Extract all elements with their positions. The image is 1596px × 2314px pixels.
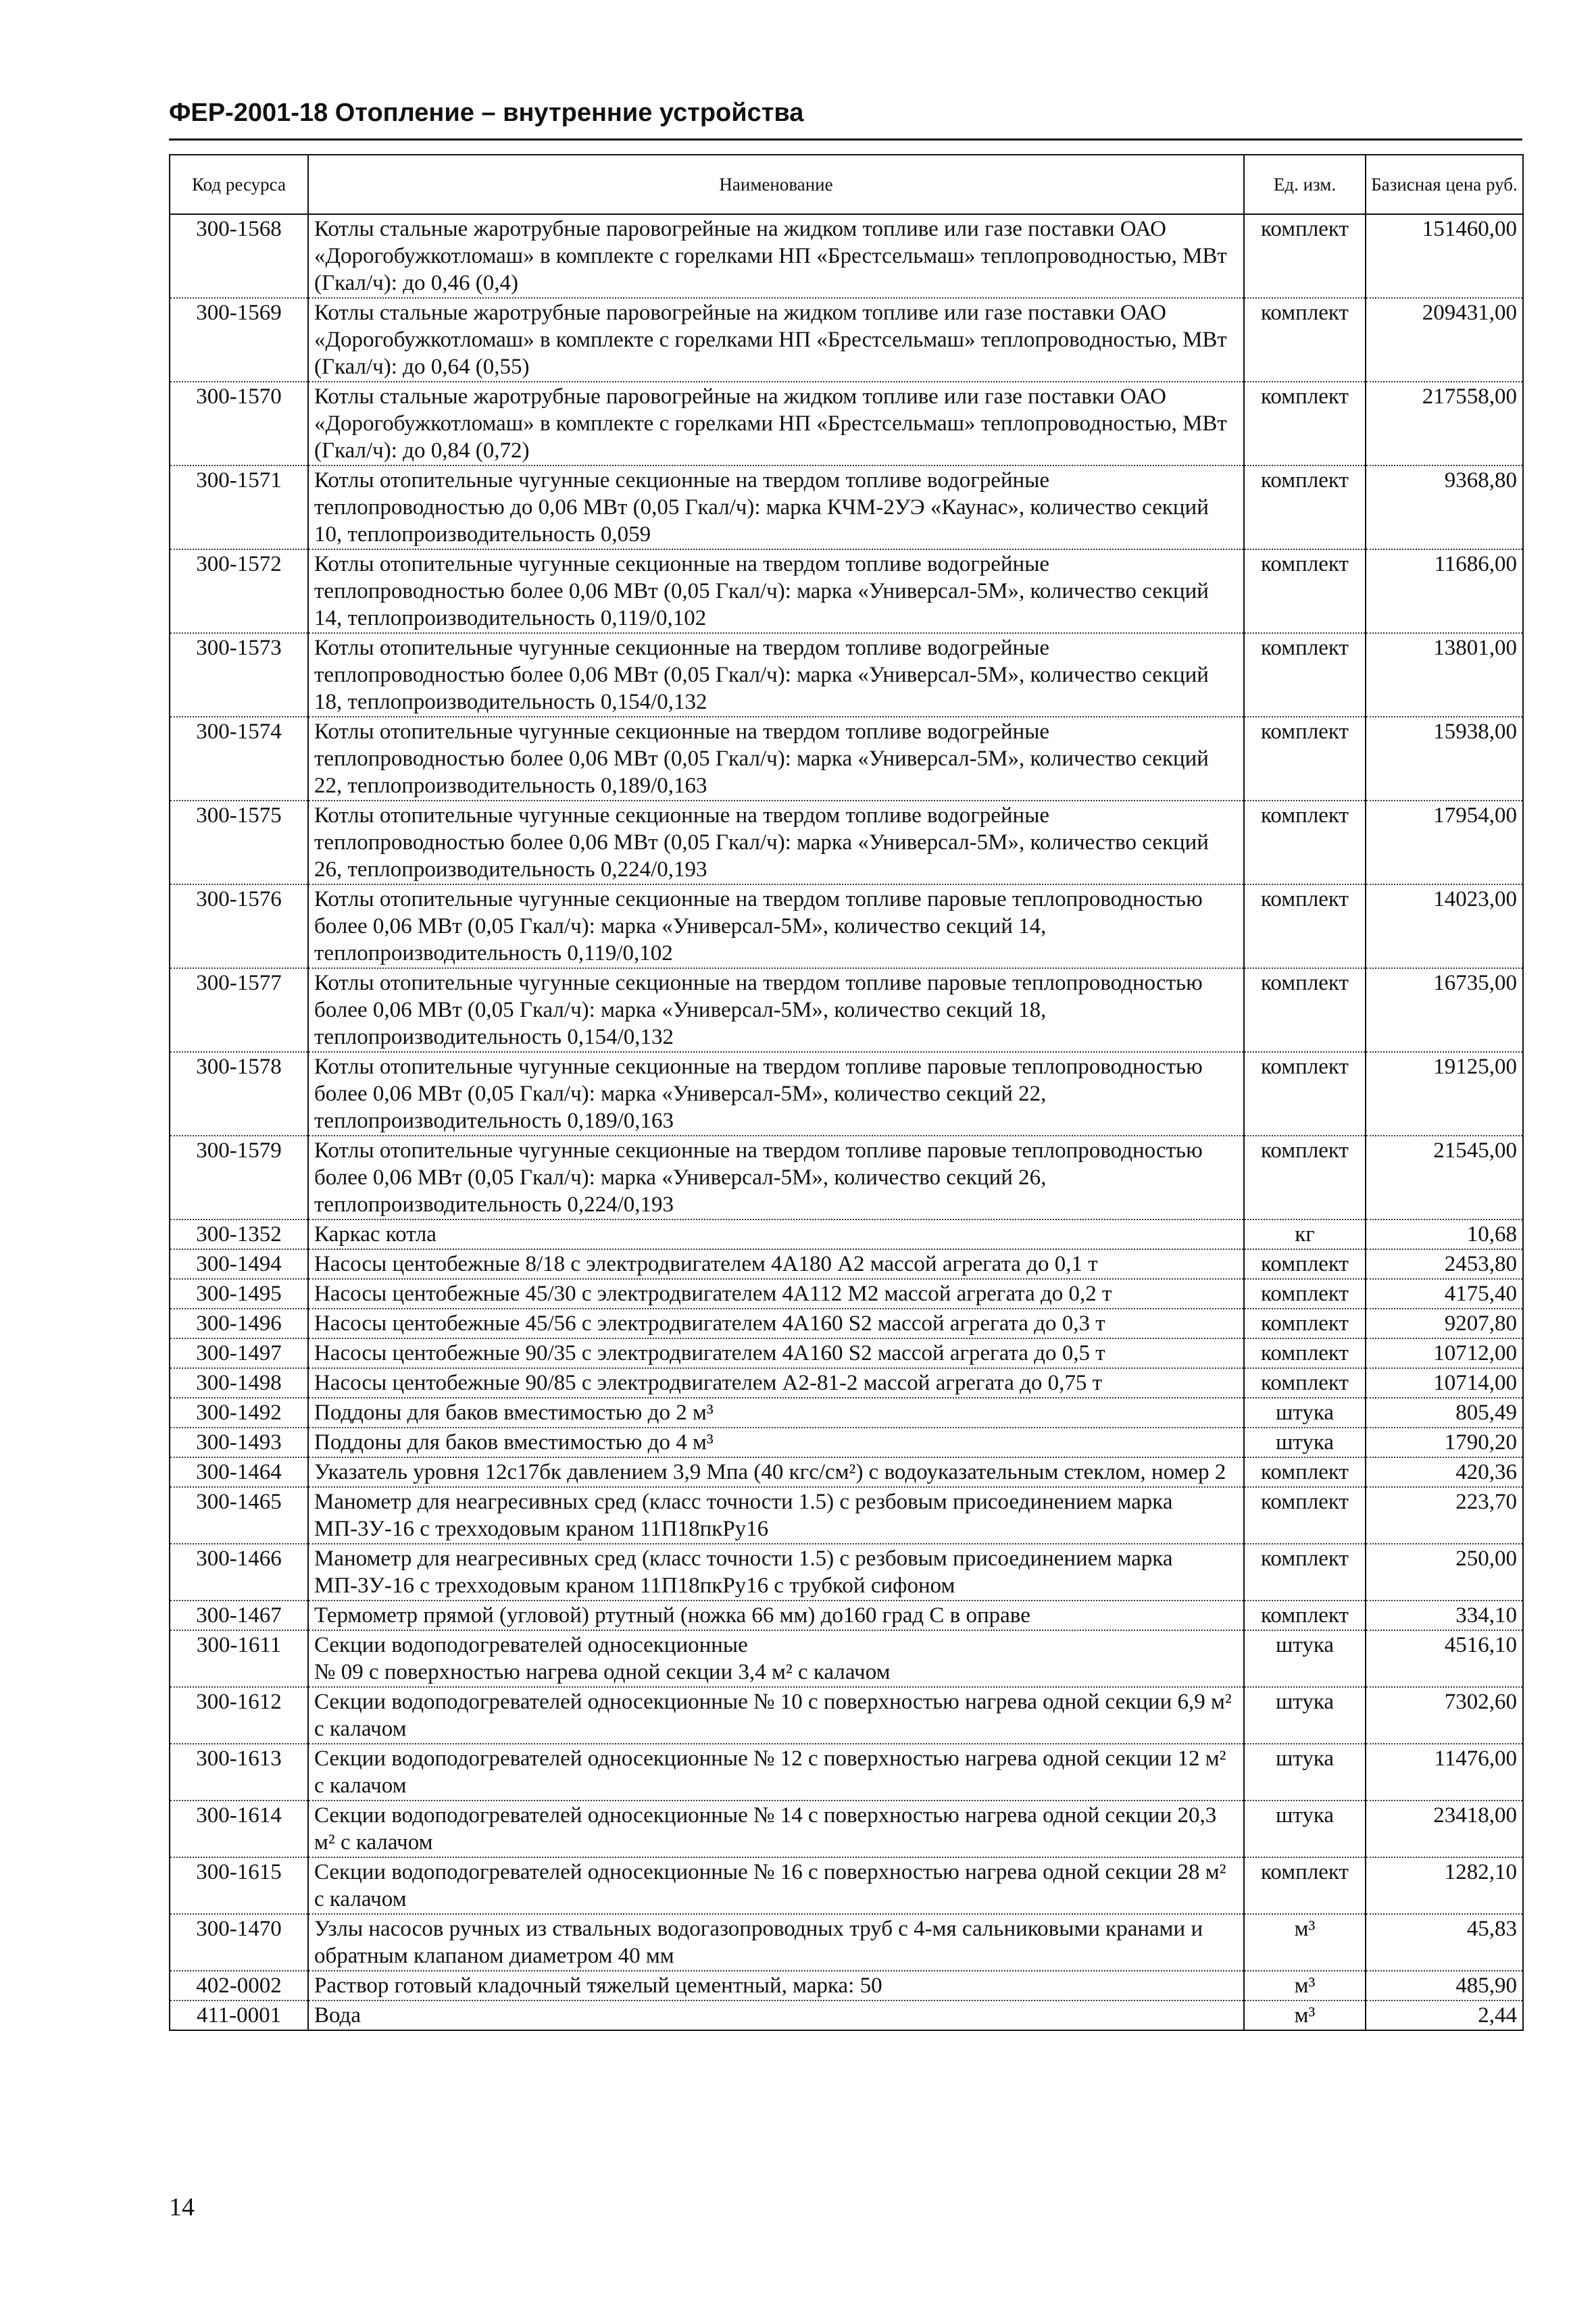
price-cell: 45,83: [1366, 1914, 1523, 1971]
code-cell: 300-1568: [170, 214, 308, 298]
table-row: [170, 1279, 1523, 1309]
unit-cell: комплект: [1244, 1601, 1366, 1630]
code-cell: 300-1465: [170, 1487, 308, 1544]
table-row: [170, 1857, 1523, 1914]
unit-cell: комплект: [1244, 1309, 1366, 1338]
price-cell: 7302,60: [1366, 1687, 1523, 1744]
code-cell: 300-1576: [170, 884, 308, 968]
name-cell: Насосы центобежные 90/35 с электродвигателем 4А160 S2 массой агрегата до 0,5 т: [308, 1338, 1244, 1368]
unit-cell: комплект: [1244, 1857, 1366, 1914]
table-row: [170, 1544, 1523, 1601]
name-cell: Секции водоподогревателей односекционные № 10 с поверхностью нагрева одной секции 6,9 м² с калачом: [308, 1687, 1244, 1744]
code-cell: 300-1577: [170, 968, 308, 1052]
unit-cell: комплект: [1244, 382, 1366, 466]
price-cell: 420,36: [1366, 1457, 1523, 1487]
name-cell: Раствор готовый кладочный тяжелый цементный, марка: 50: [308, 1971, 1244, 2001]
page-number: 14: [169, 2193, 195, 2221]
code-cell: 300-1470: [170, 1914, 308, 1971]
column-header-name: Наименование: [308, 155, 1244, 214]
header-rule: [169, 139, 1522, 141]
price-cell: 2453,80: [1366, 1249, 1523, 1279]
price-cell: 485,90: [1366, 1971, 1523, 2001]
page-header-title: ФЕР-2001-18 Отопление – внутренние устройства: [169, 99, 804, 127]
price-cell: 19125,00: [1366, 1052, 1523, 1136]
code-cell: 300-1494: [170, 1249, 308, 1279]
unit-cell: штука: [1244, 1687, 1366, 1744]
unit-cell: кг: [1244, 1219, 1366, 1249]
name-cell: Котлы стальные жаротрубные паровогрейные на жидком топливе или газе поставки ОАО «Дорогобужкотломаш» в комплекте с горелками НП «Брестсельмаш» теплопроводностью, МВт (Гкал/ч): до 0,84 (0,72): [308, 382, 1244, 466]
code-cell: 300-1492: [170, 1398, 308, 1428]
unit-cell: комплект: [1244, 884, 1366, 968]
table-row: [170, 1219, 1523, 1249]
column-header-price: Базисная цена руб.: [1366, 155, 1523, 214]
code-cell: 300-1614: [170, 1801, 308, 1857]
name-cell: Каркас котла: [308, 1219, 1244, 1249]
code-cell: 402-0002: [170, 1971, 308, 2001]
price-cell: 223,70: [1366, 1487, 1523, 1544]
table-row: [170, 1914, 1523, 1971]
name-cell: Котлы отопительные чугунные секционные на твердом топливе водогрейные теплопроводностью до 0,06 МВт (0,05 Гкал/ч): марка КЧМ-2УЭ «Каунас», количество секций 10, теплопроизводительность 0,059: [308, 466, 1244, 549]
column-header-unit: Ед. изм.: [1244, 155, 1366, 214]
code-cell: 300-1497: [170, 1338, 308, 1368]
unit-cell: комплект: [1244, 1338, 1366, 1368]
table-body: [170, 214, 1523, 2030]
price-cell: 1790,20: [1366, 1428, 1523, 1457]
code-cell: 300-1493: [170, 1428, 308, 1457]
unit-cell: м³: [1244, 2001, 1366, 2030]
name-cell: Секции водоподогревателей односекционные № 09 с поверхностью нагрева одной секции 3,4 м² с калачом: [308, 1630, 1244, 1687]
name-cell: Насосы центобежные 45/30 с электродвигателем 4А112 М2 массой агрегата до 0,2 т: [308, 1279, 1244, 1309]
table-row: [170, 1457, 1523, 1487]
name-cell: Указатель уровня 12с17бк давлением 3,9 Мпа (40 кгс/см²) с водоуказательным стеклом, номер 2: [308, 1457, 1244, 1487]
name-cell: Котлы отопительные чугунные секционные на твердом топливе водогрейные теплопроводностью более 0,06 МВт (0,05 Гкал/ч): марка «Универсал-5М», количество секций 26, теплопроизводительность 0,224/0,193: [308, 801, 1244, 884]
name-cell: Котлы отопительные чугунные секционные на твердом топливе паровые теплопроводностью более 0,06 МВт (0,05 Гкал/ч): марка «Универсал-5М», количество секций 14, теплопроизводительность 0,119/0,102: [308, 884, 1244, 968]
name-cell: Насосы центобежные 45/56 с электродвигателем 4А160 S2 массой агрегата до 0,3 т: [308, 1309, 1244, 1338]
unit-cell: штука: [1244, 1744, 1366, 1801]
code-cell: 300-1498: [170, 1368, 308, 1398]
name-cell: Манометр для неагресивных сред (класс точности 1.5) с резбовым присоединением марка МП-3У-16 с трехходовым краном 11П18пкРу16: [308, 1487, 1244, 1544]
price-cell: 9207,80: [1366, 1309, 1523, 1338]
unit-cell: комплект: [1244, 633, 1366, 717]
code-cell: 300-1466: [170, 1544, 308, 1601]
table-header: [170, 155, 1523, 214]
unit-cell: комплект: [1244, 1052, 1366, 1136]
price-cell: 11476,00: [1366, 1744, 1523, 1801]
table-row: [170, 801, 1523, 884]
table-row: [170, 1971, 1523, 2001]
price-cell: 4516,10: [1366, 1630, 1523, 1687]
code-cell: 300-1571: [170, 466, 308, 549]
unit-cell: комплект: [1244, 801, 1366, 884]
table-row: [170, 633, 1523, 717]
name-cell: Манометр для неагресивных сред (класс точности 1.5) с резбовым присоединением марка МП-3У-16 с трехходовым краном 11П18пкРу16 с трубкой сифоном: [308, 1544, 1244, 1601]
unit-cell: комплект: [1244, 1368, 1366, 1398]
price-cell: 209431,00: [1366, 298, 1523, 382]
table-row: [170, 1801, 1523, 1857]
table-row: [170, 1601, 1523, 1630]
table-header-row: [170, 155, 1523, 214]
price-cell: 10712,00: [1366, 1338, 1523, 1368]
name-cell: Котлы отопительные чугунные секционные на твердом топливе водогрейные теплопроводностью более 0,06 МВт (0,05 Гкал/ч): марка «Универсал-5М», количество секций 14, теплопроизводительность 0,119/0,102: [308, 549, 1244, 633]
table-row: [170, 1630, 1523, 1687]
unit-cell: комплект: [1244, 717, 1366, 801]
name-cell: Секции водоподогревателей односекционные № 14 с поверхностью нагрева одной секции 20,3 м² с калачом: [308, 1801, 1244, 1857]
code-cell: 300-1578: [170, 1052, 308, 1136]
code-cell: 300-1613: [170, 1744, 308, 1801]
name-cell: Поддоны для баков вместимостью до 2 м³: [308, 1398, 1244, 1428]
code-cell: 300-1464: [170, 1457, 308, 1487]
price-cell: 151460,00: [1366, 214, 1523, 298]
price-cell: 250,00: [1366, 1544, 1523, 1601]
table-row: [170, 1368, 1523, 1398]
table-row: [170, 1744, 1523, 1801]
unit-cell: штука: [1244, 1630, 1366, 1687]
unit-cell: комплект: [1244, 549, 1366, 633]
table-row: [170, 1428, 1523, 1457]
code-cell: 300-1612: [170, 1687, 308, 1744]
table-row: [170, 298, 1523, 382]
table-row: [170, 549, 1523, 633]
table-row: [170, 382, 1523, 466]
name-cell: Котлы отопительные чугунные секционные на твердом топливе водогрейные теплопроводностью более 0,06 МВт (0,05 Гкал/ч): марка «Универсал-5М», количество секций 22, теплопроизводительность 0,189/0,163: [308, 717, 1244, 801]
code-cell: 300-1352: [170, 1219, 308, 1249]
price-cell: 11686,00: [1366, 549, 1523, 633]
code-cell: 300-1574: [170, 717, 308, 801]
table-row: [170, 968, 1523, 1052]
price-cell: 9368,80: [1366, 466, 1523, 549]
code-cell: 411-0001: [170, 2001, 308, 2030]
unit-cell: комплект: [1244, 968, 1366, 1052]
unit-cell: комплект: [1244, 1249, 1366, 1279]
table-row: [170, 1052, 1523, 1136]
name-cell: Насосы центобежные 8/18 с электродвигателем 4А180 А2 массой агрегата до 0,1 т: [308, 1249, 1244, 1279]
name-cell: Поддоны для баков вместимостью до 4 м³: [308, 1428, 1244, 1457]
table-row: [170, 1687, 1523, 1744]
table-row: [170, 466, 1523, 549]
table-row: [170, 1309, 1523, 1338]
name-cell: Секции водоподогревателей односекционные № 16 с поверхностью нагрева одной секции 28 м² с калачом: [308, 1857, 1244, 1914]
price-cell: 10714,00: [1366, 1368, 1523, 1398]
price-cell: 16735,00: [1366, 968, 1523, 1052]
name-cell: Котлы стальные жаротрубные паровогрейные на жидком топливе или газе поставки ОАО «Дорогобужкотломаш» в комплекте с горелками НП «Брестсельмаш» теплопроводностью, МВт (Гкал/ч): до 0,46 (0,4): [308, 214, 1244, 298]
name-cell: Котлы отопительные чугунные секционные на твердом топливе паровые теплопроводностью более 0,06 МВт (0,05 Гкал/ч): марка «Универсал-5М», количество секций 26, теплопроизводительность 0,224/0,193: [308, 1136, 1244, 1219]
price-cell: 334,10: [1366, 1601, 1523, 1630]
unit-cell: штука: [1244, 1428, 1366, 1457]
unit-cell: комплект: [1244, 1457, 1366, 1487]
unit-cell: комплект: [1244, 466, 1366, 549]
code-cell: 300-1572: [170, 549, 308, 633]
table-row: [170, 1398, 1523, 1428]
unit-cell: комплект: [1244, 1136, 1366, 1219]
name-cell: Котлы отопительные чугунные секционные на твердом топливе паровые теплопроводностью более 0,06 МВт (0,05 Гкал/ч): марка «Универсал-5М», количество секций 18, теплопроизводительность 0,154/0,132: [308, 968, 1244, 1052]
code-cell: 300-1495: [170, 1279, 308, 1309]
code-cell: 300-1615: [170, 1857, 308, 1914]
unit-cell: штука: [1244, 1398, 1366, 1428]
price-cell: 10,68: [1366, 1219, 1523, 1249]
table-row: [170, 884, 1523, 968]
code-cell: 300-1579: [170, 1136, 308, 1219]
table-row: [170, 1136, 1523, 1219]
unit-cell: комплект: [1244, 298, 1366, 382]
unit-cell: комплект: [1244, 1544, 1366, 1601]
code-cell: 300-1467: [170, 1601, 308, 1630]
price-cell: 14023,00: [1366, 884, 1523, 968]
price-cell: 13801,00: [1366, 633, 1523, 717]
name-cell: Котлы отопительные чугунные секционные на твердом топливе водогрейные теплопроводностью более 0,06 МВт (0,05 Гкал/ч): марка «Универсал-5М», количество секций 18, теплопроизводительность 0,154/0,132: [308, 633, 1244, 717]
code-cell: 300-1569: [170, 298, 308, 382]
unit-cell: м³: [1244, 1971, 1366, 2001]
name-cell: Насосы центобежные 90/85 с электродвигателем А2-81-2 массой агрегата до 0,75 т: [308, 1368, 1244, 1398]
price-cell: 217558,00: [1366, 382, 1523, 466]
price-cell: 805,49: [1366, 1398, 1523, 1428]
code-cell: 300-1496: [170, 1309, 308, 1338]
price-cell: 4175,40: [1366, 1279, 1523, 1309]
code-cell: 300-1575: [170, 801, 308, 884]
price-cell: 21545,00: [1366, 1136, 1523, 1219]
table-row: [170, 1487, 1523, 1544]
unit-cell: штука: [1244, 1801, 1366, 1857]
name-cell: Термометр прямой (угловой) ртутный (ножка 66 мм) до160 град С в оправе: [308, 1601, 1244, 1630]
unit-cell: м³: [1244, 1914, 1366, 1971]
table-row: [170, 717, 1523, 801]
unit-cell: комплект: [1244, 1487, 1366, 1544]
table-row: [170, 2001, 1523, 2030]
resource-price-table: [169, 154, 1524, 2031]
name-cell: Котлы отопительные чугунные секционные на твердом топливе паровые теплопроводностью более 0,06 МВт (0,05 Гкал/ч): марка «Универсал-5М», количество секций 22, теплопроизводительность 0,189/0,163: [308, 1052, 1244, 1136]
name-cell: Узлы насосов ручных из ствальных водогазопроводных труб с 4-мя сальниковыми кранами и обратным клапаном диаметром 40 мм: [308, 1914, 1244, 1971]
unit-cell: комплект: [1244, 1279, 1366, 1309]
code-cell: 300-1570: [170, 382, 308, 466]
unit-cell: комплект: [1244, 214, 1366, 298]
table-row: [170, 1249, 1523, 1279]
price-cell: 1282,10: [1366, 1857, 1523, 1914]
price-cell: 23418,00: [1366, 1801, 1523, 1857]
name-cell: Вода: [308, 2001, 1244, 2030]
name-cell: Котлы стальные жаротрубные паровогрейные на жидком топливе или газе поставки ОАО «Дорогобужкотломаш» в комплекте с горелками НП «Брестсельмаш» теплопроводностью, МВт (Гкал/ч): до 0,64 (0,55): [308, 298, 1244, 382]
code-cell: 300-1611: [170, 1630, 308, 1687]
price-cell: 15938,00: [1366, 717, 1523, 801]
column-header-code: Код ресурса: [170, 155, 308, 214]
name-cell: Секции водоподогревателей односекционные № 12 с поверхностью нагрева одной секции 12 м² с калачом: [308, 1744, 1244, 1801]
price-cell: 17954,00: [1366, 801, 1523, 884]
price-cell: 2,44: [1366, 2001, 1523, 2030]
table-row: [170, 214, 1523, 298]
code-cell: 300-1573: [170, 633, 308, 717]
table-row: [170, 1338, 1523, 1368]
